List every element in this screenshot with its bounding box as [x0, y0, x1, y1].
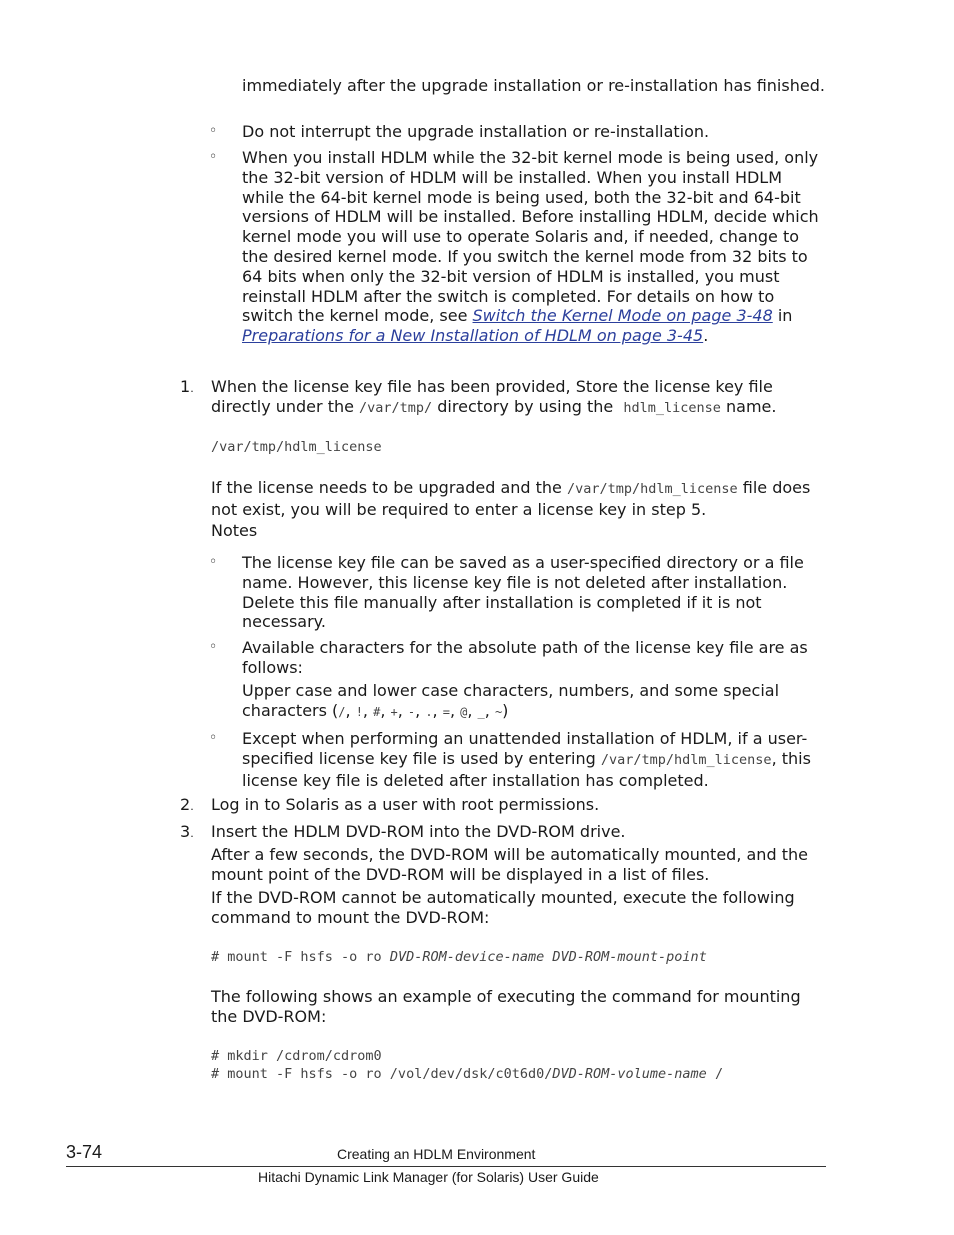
step-number: 3.	[180, 822, 194, 841]
bullet-icon: ◦	[209, 639, 218, 655]
code-block-mount-example: # mkdir /cdrom/cdrom0 # mount -F hsfs -o ro /vol/dev/dsk/c0t6d0/DVD-ROM-volume-name /	[211, 1048, 724, 1082]
footer-divider	[66, 1166, 826, 1167]
notes-label: Notes	[211, 521, 258, 540]
step3-text: Insert the HDLM DVD-ROM into the DVD-ROM drive.	[211, 822, 626, 841]
bullet-icon: ◦	[209, 730, 218, 746]
step1-text: When the license key file has been provided, Store the license key file directly under the /var/tmp/ directory by using the hdlm_license name.	[211, 377, 777, 416]
step3-auto-mount-paragraph: After a few seconds, the DVD-ROM will be automatically mounted, and the mount point of the DVD-ROM will be displayed in a list of files.	[211, 845, 808, 884]
link-switch-kernel-mode[interactable]: Switch the Kernel Mode on page 3-48	[472, 306, 773, 326]
step2-text: Log in to Solaris as a user with root permissions.	[211, 795, 600, 814]
license-upgrade-paragraph: If the license needs to be upgraded and the /var/tmp/hdlm_license file does not exist, you will be required to enter a license key in step 5.	[211, 478, 811, 519]
footer-book-title: Hitachi Dynamic Link Manager (for Solaris) User Guide	[258, 1169, 599, 1185]
bullet-icon: ◦	[209, 149, 218, 165]
step-number: 1.	[180, 377, 194, 396]
step-number: 2.	[180, 795, 194, 814]
footer-chapter-title: Creating an HDLM Environment	[337, 1146, 536, 1162]
note-characters-list: Upper case and lower case characters, numbers, and some special characters (/, !, #, +, -, ., =, @, _, ~)	[242, 681, 780, 720]
code-var-tmp: /var/tmp/	[359, 399, 433, 416]
continuation-text: immediately after the upgrade installation or re-installation has finished.	[242, 76, 825, 95]
step3-example-paragraph: The following shows an example of executing the command for mounting the DVD-ROM:	[211, 987, 801, 1026]
note-license-deleted: Except when performing an unattended installation of HDLM, if a user-specified license key file is used by entering /var/tmp/hdlm_license, this license key file is deleted after installation has completed.	[242, 729, 811, 790]
step3-manual-mount-paragraph: If the DVD-ROM cannot be automatically mounted, execute the following command to mount the DVD-ROM:	[211, 888, 795, 927]
bullet-no-interrupt: Do not interrupt the upgrade installation or re-installation.	[242, 122, 710, 141]
note-available-characters: Available characters for the absolute path of the license key file are as follows:	[242, 638, 808, 677]
code-hdlm-license: hdlm_license	[623, 399, 721, 416]
note-license-location: The license key file can be saved as a user-specified directory or a file name. However, this license key file is not deleted after installation. Delete this file manually after installation is completed if it is not necessary.	[242, 553, 804, 632]
bullet-kernel-mode: When you install HDLM while the 32-bit kernel mode is being used, only the 32-bit version of HDLM will be installed. When you install HDLM while the 64-bit kernel mode is being used, both the 32-bit and 64-bit versions of HDLM will be installed. Before installing HDLM, decide which kernel mode you will use to operate Solaris and, if needed, change to the desired kernel mode. If you switch the kernel mode from 32 bits to 64 bits when only the 32-bit version of HDLM is installed, you must reinstall HDLM after the switch is completed. For details on how to switch the kernel mode, see Switch the Kernel Mode on page 3-48 in Preparations for a New Installation of HDLM on page 3-45.	[242, 148, 819, 346]
link-preparations-new-installation[interactable]: Preparations for a New Installation of HDLM on page 3-45	[242, 326, 704, 346]
code-block-license-path: /var/tmp/hdlm_license	[211, 439, 382, 455]
code-block-mount-command: # mount -F hsfs -o ro DVD-ROM-device-name DVD-ROM-mount-point	[211, 949, 707, 965]
bullet-icon: ◦	[209, 554, 218, 570]
page-number: 3-74	[66, 1142, 103, 1162]
bullet-icon: ◦	[209, 123, 218, 139]
